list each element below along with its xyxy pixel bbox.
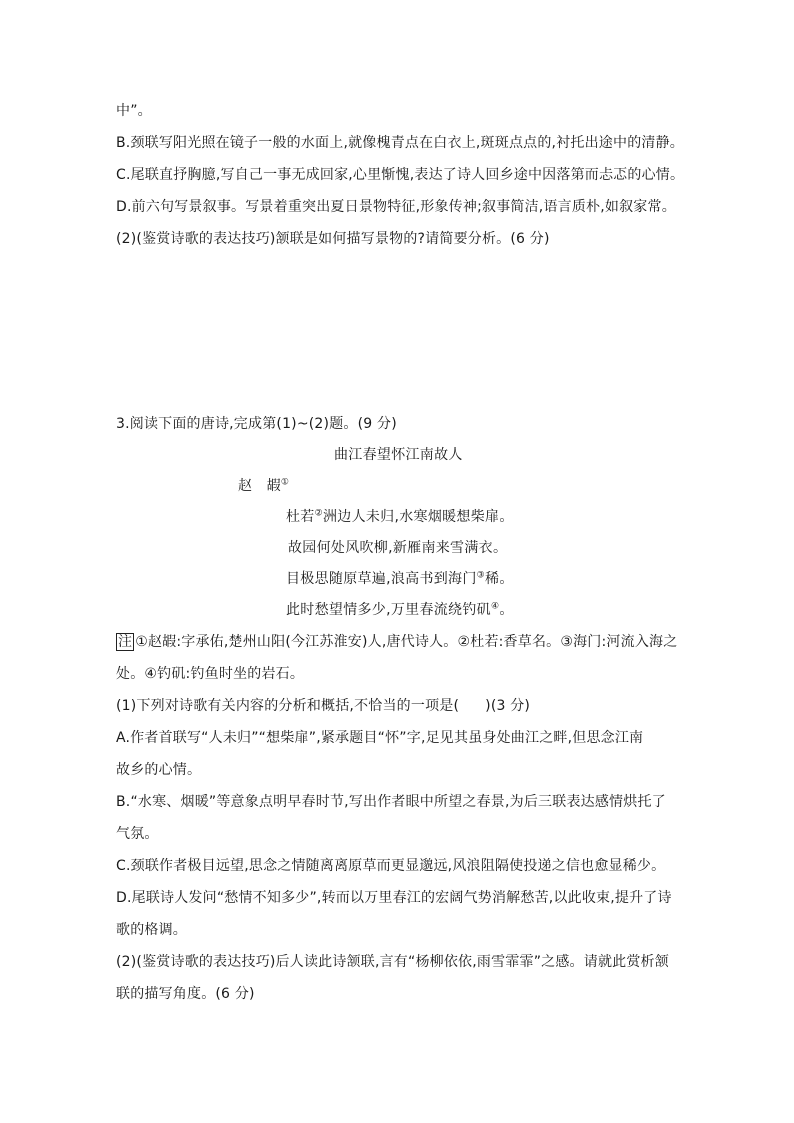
poem-author <box>238 476 289 496</box>
poem-author-name: 赵 嘏 <box>238 478 281 494</box>
footnote-mark: ③ <box>476 570 486 581</box>
prev-option-b: B.颈联写阳光照在镜子一般的水面上,就像槐青点在白衣上,斑斑点点的,衬托出途中的清静。 <box>116 135 685 151</box>
footnote-mark: ④ <box>490 601 500 612</box>
prev-option-c: C.尾联直抒胸臆,写自己一事无成回家,心里惭愧,表达了诗人回乡途中因落第而忐忑的心情。 <box>116 167 685 183</box>
annotation-line-1: 注 ①赵嘏:字承佑,楚州山阳(今江苏淮安)人,唐代诗人。②杜若:香草名。③海门:河流入海之 <box>118 634 678 650</box>
poem-title: 曲江春望怀江南故人 <box>334 447 463 463</box>
annotation-label: 注 <box>118 634 133 650</box>
option-d-line-2: 歌的格调。 <box>116 922 187 938</box>
poem-line-3: 目极思随原草遍,浪高书到海门③稀。 <box>286 570 514 587</box>
option-a-line-2: 故乡的心情。 <box>116 762 202 778</box>
annotation-line-2: 处。④钓矶:钓鱼时坐的岩石。 <box>116 666 305 682</box>
author-footnote-mark: ① <box>280 477 290 488</box>
subquestion-1: (1)下列对诗歌有关内容的分析和概括,不恰当的一项是( )(3 分) <box>116 698 531 714</box>
poem-line-4: 此时愁望情多少,万里春流绕钓矶④。 <box>286 601 514 618</box>
prev-option-d: D.前六句写景叙事。写景着重突出夏日景物特征,形象传神;叙事简洁,语言质朴,如叙家常。 <box>116 199 676 215</box>
subquestion-2-line-1: (2)(鉴赏诗歌的表达技巧)后人读此诗颔联,言有“杨柳依依,雨雪霏霏”之感。请就此赏析颔 <box>116 954 669 970</box>
option-c: C.颈联作者极目远望,思念之情随离离原草而更显邈远,风浪阻隔使投递之信也愈显稀少。 <box>116 858 666 874</box>
option-d-line-1: D.尾联诗人发问“愁情不知多少”,转而以万里春江的宏阔气势消解愁苦,以此收束,提升了诗 <box>116 890 672 906</box>
poem-line-1: 杜若②洲边人未归,水寒烟暖想柴扉。 <box>286 508 514 525</box>
subquestion-2-line-2: 联的描写角度。(6 分) <box>116 986 255 1002</box>
prev-question-2: (2)(鉴赏诗歌的表达技巧)颔联是如何描写景物的?请简要分析。(6 分) <box>116 231 550 247</box>
option-b-line-1: B.“水寒、烟暖”等意象点明早春时节,写出作者眼中所望之春景,为后三联表达感情烘托了 <box>116 794 666 810</box>
prev-continuation: 中”。 <box>116 103 152 119</box>
footnote-mark: ② <box>314 508 323 519</box>
option-b-line-2: 气氛。 <box>116 826 159 842</box>
option-a-line-1: A.作者首联写“人未归”“想柴扉”,紧承题目“怀”字,足见其虽身处曲江之畔,但思念江南 <box>116 730 644 746</box>
poem-line-2: 故园何处风吹柳,新雁南来雪满衣。 <box>288 540 508 556</box>
question-3-intro: 3.阅读下面的唐诗,完成第(1)~(2)题。(9 分) <box>116 416 397 432</box>
